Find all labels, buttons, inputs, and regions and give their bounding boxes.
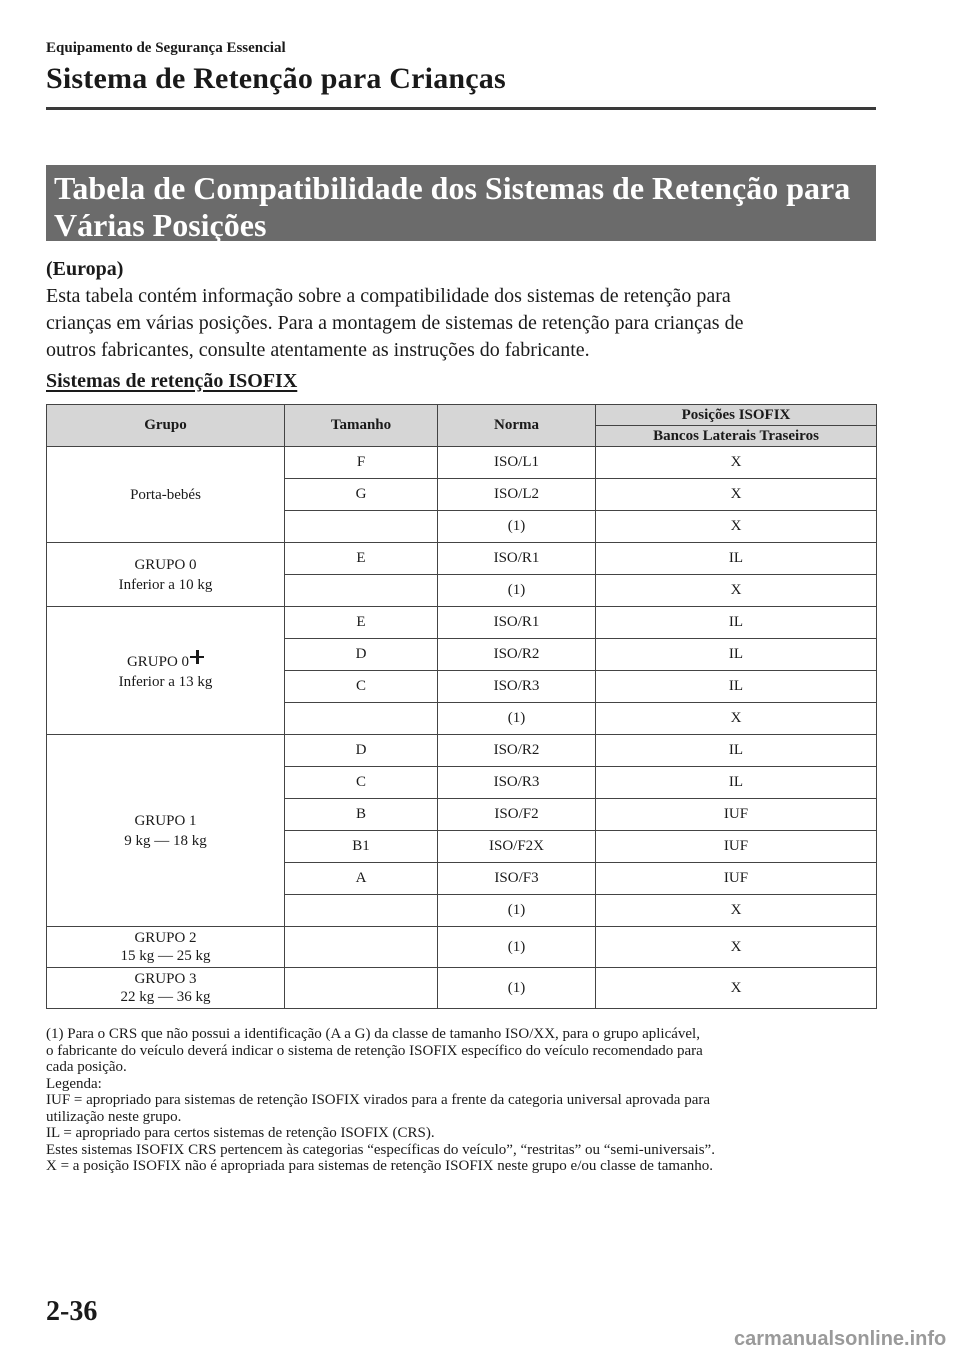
compatibility-table <box>46 404 877 1009</box>
group-label: GRUPO 1 <box>134 812 197 829</box>
tamanho-cell: B1 <box>285 831 438 863</box>
norma-cell: (1) <box>438 968 596 1009</box>
legend-il: IL = apropriado para certos sistemas de retenção ISOFIX (CRS). <box>46 1125 435 1141</box>
group-label: GRUPO 2 <box>134 930 197 946</box>
group-label: GRUPO 3 <box>134 971 197 987</box>
group-cell-porta-bebes <box>47 447 285 543</box>
header-tamanho: Tamanho <box>285 405 438 447</box>
valor-cell: X <box>596 703 877 735</box>
section-title-line-1: Tabela de Compatibilidade dos Sistemas de Retenção para <box>54 170 851 206</box>
valor-cell: X <box>596 511 877 543</box>
isofix-heading: Sistemas de retenção ISOFIX <box>46 370 298 392</box>
group-weight: 22 kg — 36 kg <box>120 989 211 1005</box>
tamanho-cell: E <box>285 543 438 575</box>
table-body <box>47 447 877 1009</box>
tamanho-cell <box>285 575 438 607</box>
legend-title: Legenda: <box>46 1075 102 1092</box>
tamanho-cell: C <box>285 767 438 799</box>
norma-cell: ISO/L1 <box>438 447 596 479</box>
table-row <box>47 543 877 575</box>
group-cell-grupo-0-plus <box>47 607 285 735</box>
valor-cell: IL <box>596 671 877 703</box>
tamanho-cell <box>285 703 438 735</box>
intro-line-3: outros fabricantes, consulte atentamente as instruções do fabricante. <box>46 339 590 361</box>
valor-cell: X <box>596 447 877 479</box>
running-head: Equipamento de Segurança Essencial <box>46 40 286 56</box>
norma-cell: ISO/R2 <box>438 735 596 767</box>
footnote-line: o fabricante do veículo deverá indicar o sistema de retenção ISOFIX específico do veículo recomendado para <box>46 1042 703 1059</box>
tamanho-cell <box>285 927 438 968</box>
tamanho-cell: E <box>285 607 438 639</box>
table-row <box>47 927 877 968</box>
intro-paragraph <box>46 283 886 364</box>
valor-cell: X <box>596 927 877 968</box>
footnote-line: (1) Para o CRS que não possui a identificação (A a G) da classe de tamanho ISO/XX, para o grupo aplicável, <box>46 1026 700 1042</box>
tamanho-cell: D <box>285 735 438 767</box>
section-title-line-2: Várias Posições <box>54 207 267 243</box>
valor-cell: IL <box>596 735 877 767</box>
tamanho-cell: D <box>285 639 438 671</box>
tamanho-cell: A <box>285 863 438 895</box>
group-label-row <box>51 650 280 672</box>
header-posicoes-isofix: Posições ISOFIX <box>596 405 877 426</box>
valor-cell: IL <box>596 607 877 639</box>
section-banner <box>46 165 876 241</box>
tamanho-cell: F <box>285 447 438 479</box>
valor-cell: IUF <box>596 831 877 863</box>
tamanho-cell <box>285 895 438 927</box>
norma-cell: ISO/R3 <box>438 767 596 799</box>
group-cell-grupo-3 <box>47 968 285 1009</box>
norma-cell: (1) <box>438 511 596 543</box>
norma-cell: ISO/R2 <box>438 639 596 671</box>
valor-cell: IUF <box>596 799 877 831</box>
valor-cell: IUF <box>596 863 877 895</box>
header-bancos-laterais: Bancos Laterais Traseiros <box>596 426 877 447</box>
group-label: GRUPO 0 <box>126 653 190 670</box>
valor-cell: IL <box>596 767 877 799</box>
region-label: (Europa) <box>46 258 124 280</box>
legend-iuf: utilização neste grupo. <box>46 1108 182 1125</box>
legend-iuf: IUF = apropriado para sistemas de retenção ISOFIX virados para a frente da categoria universal aprovada para <box>46 1092 711 1108</box>
group-weight: Inferior a 13 kg <box>118 673 213 690</box>
group-cell-grupo-1 <box>47 735 285 927</box>
norma-cell: (1) <box>438 927 596 968</box>
group-weight: Inferior a 10 kg <box>118 576 213 593</box>
intro-line-2: crianças em várias posições. Para a montagem de sistemas de retenção para crianças de <box>46 312 744 334</box>
valor-cell: X <box>596 575 877 607</box>
plus-icon <box>190 650 204 664</box>
norma-cell: (1) <box>438 575 596 607</box>
legend-x: X = a posição ISOFIX não é apropriada para sistemas de retenção ISOFIX neste grupo e/ou classe de tamanho. <box>46 1158 714 1174</box>
intro-line-1: Esta tabela contém informação sobre a compatibilidade dos sistemas de retenção para <box>46 285 731 307</box>
title-rule <box>46 107 876 110</box>
group-cell-grupo-2 <box>47 927 285 968</box>
group-weight: 15 kg — 25 kg <box>120 948 211 964</box>
page-title: Sistema de Retenção para Crianças <box>46 62 506 95</box>
norma-cell: ISO/F3 <box>438 863 596 895</box>
group-label: Porta-bebés <box>130 486 201 503</box>
valor-cell: IL <box>596 639 877 671</box>
norma-cell: ISO/R1 <box>438 543 596 575</box>
tamanho-cell: C <box>285 671 438 703</box>
group-weight: 9 kg — 18 kg <box>124 832 207 849</box>
table-row <box>47 447 877 479</box>
table-row <box>47 735 877 767</box>
footnotes <box>46 1026 886 1175</box>
legend-crs: Estes sistemas ISOFIX CRS pertencem às categorias “específicas do veículo”, “restritas” ou “semi-universais”. <box>46 1141 715 1158</box>
tamanho-cell <box>285 511 438 543</box>
tamanho-cell: G <box>285 479 438 511</box>
footnote-line: cada posição. <box>46 1059 127 1075</box>
header-norma: Norma <box>438 405 596 447</box>
table-row <box>47 968 877 1009</box>
table-row <box>47 607 877 639</box>
group-label: GRUPO 0 <box>134 556 197 573</box>
norma-cell: (1) <box>438 895 596 927</box>
group-cell-grupo-0 <box>47 543 285 607</box>
tamanho-cell <box>285 968 438 1009</box>
valor-cell: X <box>596 895 877 927</box>
norma-cell: ISO/R1 <box>438 607 596 639</box>
tamanho-cell: B <box>285 799 438 831</box>
norma-cell: ISO/R3 <box>438 671 596 703</box>
watermark: carmanualsonline.info <box>734 1328 947 1350</box>
valor-cell: IL <box>596 543 877 575</box>
norma-cell: (1) <box>438 703 596 735</box>
page-number: 2-36 <box>46 1296 98 1327</box>
valor-cell: X <box>596 968 877 1009</box>
valor-cell: X <box>596 479 877 511</box>
header-grupo: Grupo <box>47 405 285 447</box>
norma-cell: ISO/F2 <box>438 799 596 831</box>
norma-cell: ISO/L2 <box>438 479 596 511</box>
norma-cell: ISO/F2X <box>438 831 596 863</box>
